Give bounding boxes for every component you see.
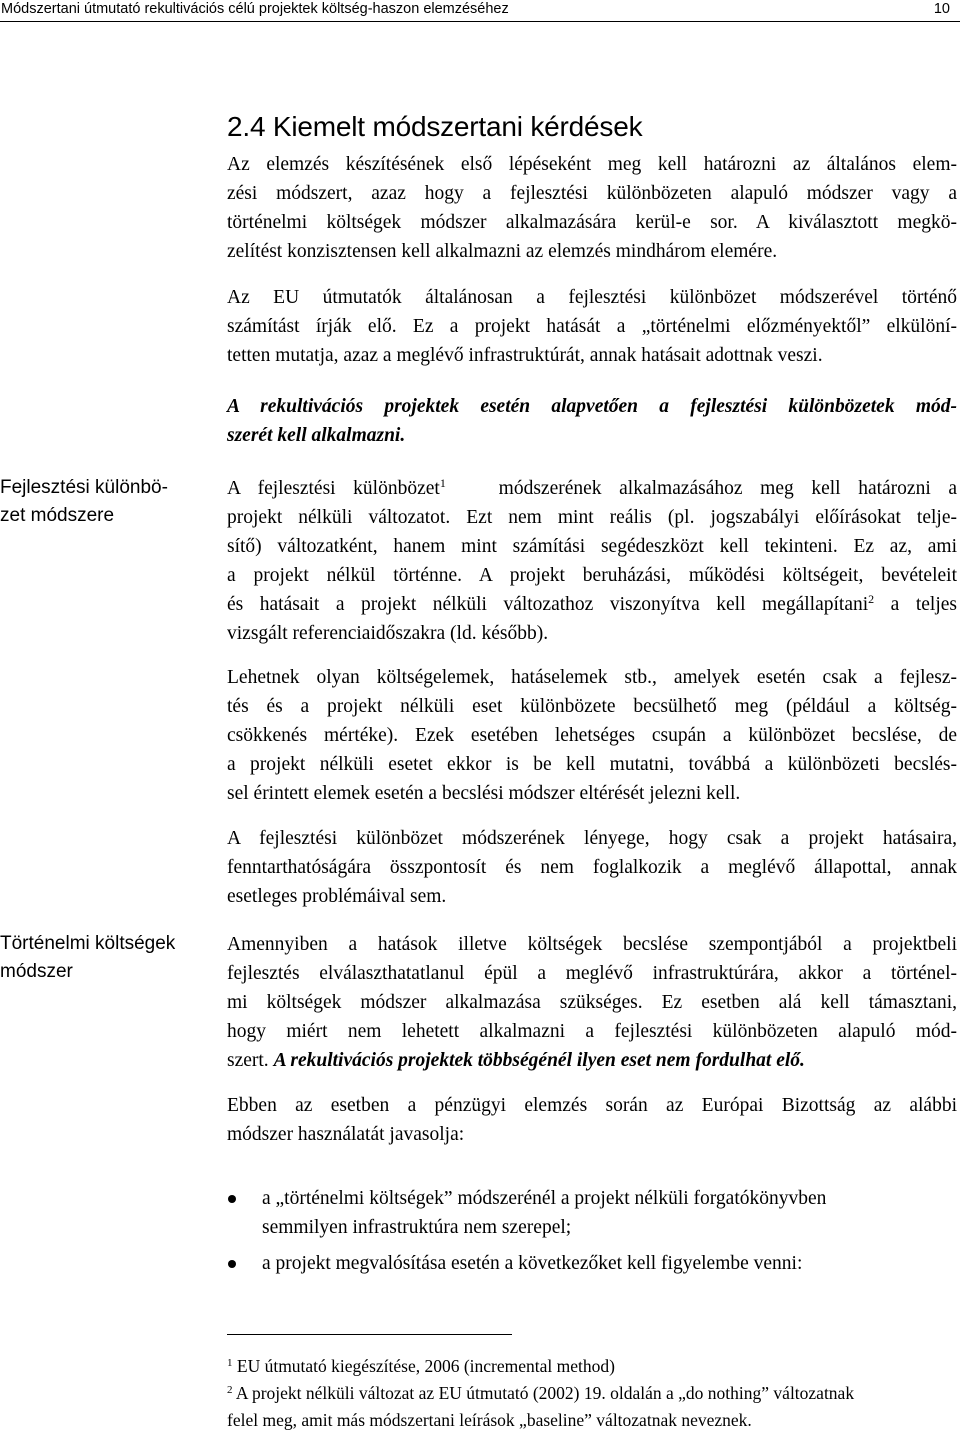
text-line: A rekultivációs projektek esetén alapvetően a fejlesztési különbözetek mód- bbox=[227, 396, 957, 417]
text-line: sítő) változatként, hanem mint számítási segédeszközt kell tekinteni. Ez az, ami bbox=[227, 536, 957, 557]
text-line: sel érintett elemek esetén a becslési módszer eltérését jelezni kell. bbox=[227, 783, 741, 804]
section-title: Kiemelt módszertani kérdések bbox=[272, 111, 643, 142]
text-segment: A fejlesztési különbözet bbox=[227, 478, 440, 499]
side-label-line: Történelmi költségek bbox=[0, 933, 176, 954]
intro-paragraph-1 bbox=[227, 150, 957, 266]
bullet-text bbox=[262, 1249, 957, 1278]
footnote-ref-2[interactable]: 2 bbox=[868, 592, 875, 606]
footnote-1 bbox=[227, 1353, 615, 1380]
historical-paragraph-2 bbox=[227, 1091, 957, 1149]
footnote-ref-1[interactable]: 1 bbox=[439, 476, 446, 490]
text-line: történelmi költségek módszer alkalmazására kerül-e sor. A kiválasztott megkö- bbox=[227, 212, 957, 233]
text-line: szerét kell alkalmazni. bbox=[227, 425, 406, 446]
footnote-number: 2 bbox=[227, 1384, 233, 1396]
text-line: csökkenés mértéke). Ezek esetében lehetséges csupán a különbözet becslése, de bbox=[227, 725, 957, 746]
text-segment: szert. bbox=[227, 1050, 269, 1071]
side-label-historical-method bbox=[0, 930, 210, 986]
text-line: Lehetnek olyan költségelemek, hatáselemek stb., amelyek esetén csak a fejlesz- bbox=[227, 667, 957, 688]
text-line: hogy miért nem lehetett alkalmazni a fejlesztési különbözeten alapuló mód- bbox=[227, 1021, 957, 1042]
text-line bbox=[227, 590, 957, 619]
footnote-text: EU útmutató kiegészítése, 2006 (incremental method) bbox=[236, 1356, 615, 1376]
intro-emphasis-paragraph bbox=[227, 392, 957, 450]
text-line: Ebben az esetben a pénzügyi elemzés során az Európai Bizottság az alábbi bbox=[227, 1095, 957, 1116]
text-line: Amennyiben a hatások illetve költségek becslése szempontjából a projektbeli bbox=[227, 934, 957, 955]
page-header bbox=[0, 0, 960, 22]
bullet-dot-icon bbox=[228, 1195, 236, 1203]
bullet-dot-icon bbox=[228, 1260, 236, 1268]
incremental-paragraph-3 bbox=[227, 824, 957, 911]
text-line: esetleges problémáival sem. bbox=[227, 886, 447, 907]
text-line: zési módszert, azaz hogy a fejlesztési különbözeten alapuló módszer vagy a bbox=[227, 183, 957, 204]
footnote-text: felel meg, amit más módszertani leírások „baseline” változatnak neveznek. bbox=[227, 1410, 752, 1430]
text-line: a projekt nélkül történne. A projekt beruházási, működési költségeit, bevételeit bbox=[227, 565, 957, 586]
side-label-line: zet módszere bbox=[0, 505, 115, 526]
section-heading bbox=[227, 110, 642, 144]
text-line: mi költségek módszer alkalmazása szükséges. Ez esetben alá kell támasztani, bbox=[227, 992, 957, 1013]
footnote-2 bbox=[227, 1380, 854, 1407]
text-line: a „történelmi költségek” módszerénél a projekt nélküli forgatókönyvben bbox=[262, 1188, 827, 1209]
text-line bbox=[227, 474, 957, 503]
text-line: zelítést konzisztensen kell alkalmazni az elemzés mindhárom elemére. bbox=[227, 241, 778, 262]
footnote-2-continued bbox=[227, 1407, 752, 1434]
footnote-text: A projekt nélküli változat az EU útmutató (2002) 19. oldalán a „do nothing” változatnak bbox=[235, 1383, 855, 1403]
side-label-incremental-method bbox=[0, 474, 210, 530]
text-line: tés és a projekt nélküli eset különbözete becsülhető meg (például a költség- bbox=[227, 696, 957, 717]
page-number: 10 bbox=[933, 1, 950, 17]
bullet-text bbox=[262, 1184, 957, 1242]
header-title: Módszertani útmutató rekultivációs célú projektek költség-haszon elemzéséhez bbox=[1, 1, 509, 17]
text-line: számítást írják elő. Ez a projekt hatását a „történelmi előzményektől” elkülöní- bbox=[227, 316, 957, 337]
section-number: 2.4 bbox=[227, 111, 266, 142]
text-segment: a teljes bbox=[890, 594, 957, 615]
text-line: projekt nélküli változatot. Ezt nem mint reális (pl. jogszabályi előírásokat telje- bbox=[227, 507, 957, 528]
text-line: vizsgált referenciaidőszakra (ld. később). bbox=[227, 623, 549, 644]
text-line: A fejlesztési különbözet módszerének lényege, hogy csak a projekt hatásaira, bbox=[227, 828, 957, 849]
text-line bbox=[227, 1046, 957, 1075]
text-line: a projekt nélküli esetet ekkor is be kell mutatni, továbbá a különbözeti becslés- bbox=[227, 754, 957, 775]
text-line: tetten mutatja, azaz a meglévő infrastruktúrát, annak hatásait adottnak veszi. bbox=[227, 345, 823, 366]
emphasis-text: A rekultivációs projektek többségénél ilyen eset nem fordulhat elő. bbox=[273, 1050, 805, 1071]
text-line: Az EU útmutatók általánosan a fejlesztési különbözet módszerével történő bbox=[227, 287, 957, 308]
text-line: semmilyen infrastruktúra nem szerepel; bbox=[262, 1217, 572, 1238]
text-line: a projekt megvalósítása esetén a következőket kell figyelembe venni: bbox=[262, 1253, 803, 1274]
historical-paragraph-1 bbox=[227, 930, 957, 1075]
text-line: Az elemzés készítésének első lépéseként meg kell határozni az általános elem- bbox=[227, 154, 957, 175]
text-segment: módszerének alkalmazásához meg kell határozni a bbox=[498, 478, 957, 499]
incremental-paragraph-1 bbox=[227, 474, 957, 648]
text-segment: és hatásait a projekt nélküli változathoz viszonyítva kell megállapítani bbox=[227, 594, 869, 615]
text-line: fenntarthatóságára összpontosít és nem foglalkozik a meglévő állapottal, annak bbox=[227, 857, 957, 878]
intro-paragraph-2 bbox=[227, 283, 957, 370]
text-line: fejlesztés elválaszthatatlanul épül a meglévő infrastruktúrára, akkor a történel- bbox=[227, 963, 957, 984]
footnote-separator bbox=[227, 1334, 512, 1335]
text-line: módszer használatát javasolja: bbox=[227, 1124, 465, 1145]
incremental-paragraph-2 bbox=[227, 663, 957, 808]
side-label-line: módszer bbox=[0, 961, 73, 982]
footnote-number: 1 bbox=[227, 1357, 233, 1369]
side-label-line: Fejlesztési különbö- bbox=[0, 477, 168, 498]
